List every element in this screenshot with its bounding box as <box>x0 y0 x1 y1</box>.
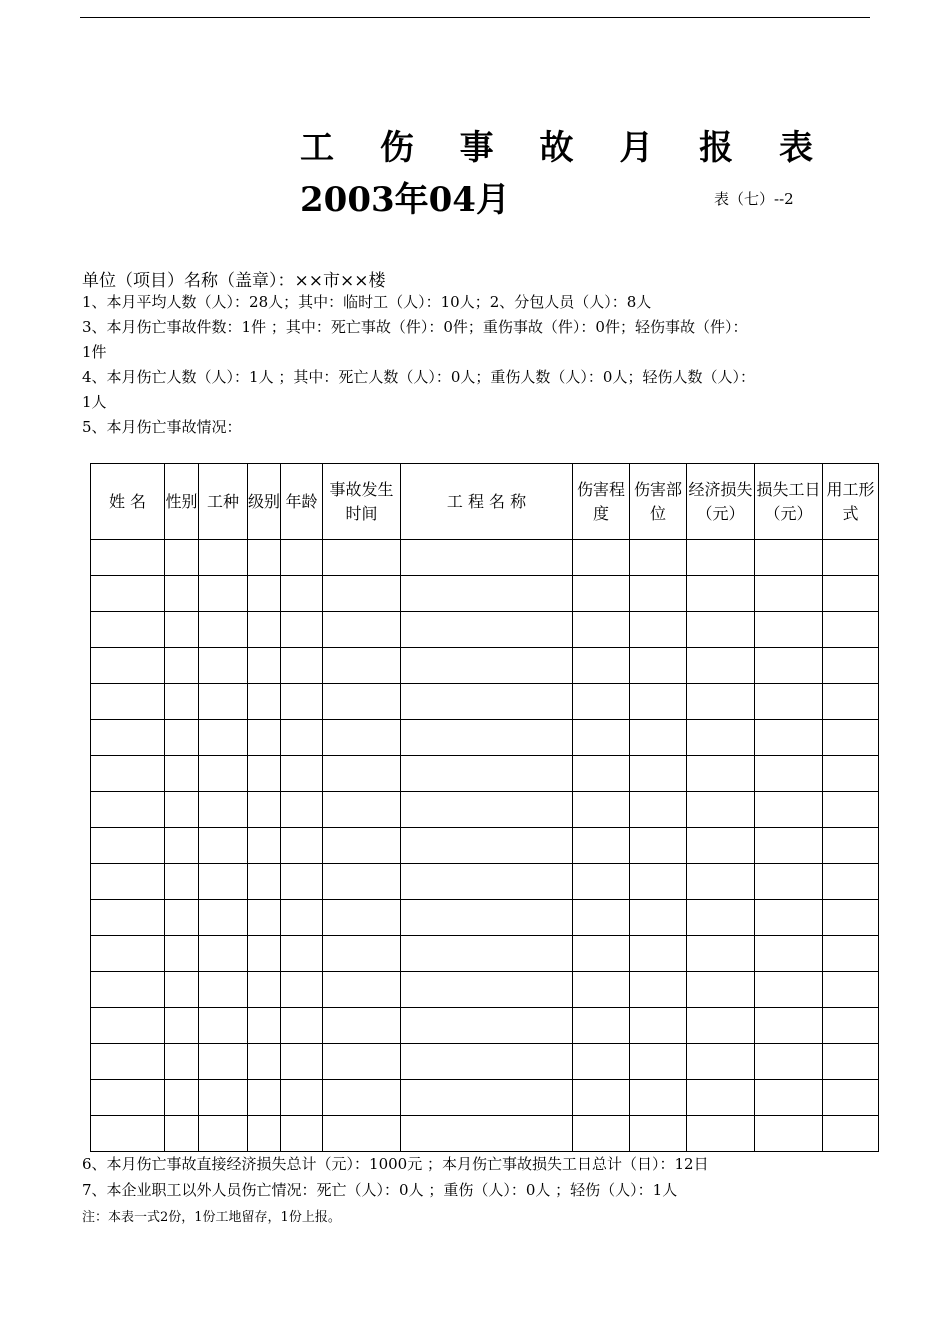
table-cell <box>401 1116 573 1152</box>
table-cell <box>165 900 199 936</box>
table-cell <box>687 792 755 828</box>
table-cell <box>323 972 401 1008</box>
table-cell <box>687 900 755 936</box>
table-cell <box>630 540 687 576</box>
table-cell <box>823 1080 879 1116</box>
table-cell <box>248 972 281 1008</box>
header-injury-severity: 伤害程度 <box>573 464 630 540</box>
table-cell <box>248 756 281 792</box>
table-cell <box>281 648 323 684</box>
table-cell <box>91 972 165 1008</box>
table-cell <box>630 1080 687 1116</box>
table-cell <box>630 936 687 972</box>
table-cell <box>199 1080 248 1116</box>
table-cell <box>573 1008 630 1044</box>
table-cell <box>573 1116 630 1152</box>
table-cell <box>687 864 755 900</box>
table-cell <box>630 576 687 612</box>
table-cell <box>91 756 165 792</box>
header-injury-location: 伤害部位 <box>630 464 687 540</box>
table-cell <box>165 1008 199 1044</box>
table-cell <box>281 792 323 828</box>
table-cell <box>687 576 755 612</box>
header-name: 姓 名 <box>91 464 165 540</box>
table-cell <box>91 648 165 684</box>
table-cell <box>323 540 401 576</box>
table-cell <box>823 900 879 936</box>
table-cell <box>91 936 165 972</box>
table-cell <box>401 828 573 864</box>
info-line-accident-details: 5、本月伤亡事故情况： <box>82 418 242 436</box>
table-cell <box>323 792 401 828</box>
table-cell <box>323 720 401 756</box>
table-cell <box>281 540 323 576</box>
table-cell <box>823 792 879 828</box>
table-cell <box>323 1044 401 1080</box>
table-cell <box>165 576 199 612</box>
table-cell <box>687 648 755 684</box>
table-row <box>91 1044 879 1080</box>
table-cell <box>401 612 573 648</box>
table-cell <box>755 1080 823 1116</box>
table-cell <box>630 900 687 936</box>
table-cell <box>248 684 281 720</box>
table-cell <box>199 828 248 864</box>
table-cell <box>401 900 573 936</box>
table-cell <box>91 900 165 936</box>
top-rule <box>80 17 870 18</box>
table-cell <box>823 612 879 648</box>
table-cell <box>630 720 687 756</box>
table-cell <box>755 540 823 576</box>
table-cell <box>401 792 573 828</box>
table-cell <box>165 756 199 792</box>
table-cell <box>248 612 281 648</box>
table-cell <box>401 972 573 1008</box>
table-cell <box>199 864 248 900</box>
table-cell <box>823 864 879 900</box>
table-cell <box>281 1008 323 1044</box>
table-cell <box>248 1080 281 1116</box>
table-cell <box>823 1116 879 1152</box>
table-cell <box>248 1044 281 1080</box>
table-cell <box>630 1116 687 1152</box>
table-cell <box>401 864 573 900</box>
table-cell <box>281 756 323 792</box>
header-job-type: 工种 <box>199 464 248 540</box>
table-cell <box>687 828 755 864</box>
report-period: 2003年04月 <box>300 180 510 220</box>
table-cell <box>630 684 687 720</box>
table-cell <box>281 1116 323 1152</box>
table-cell <box>630 864 687 900</box>
table-cell <box>687 540 755 576</box>
table-row <box>91 540 879 576</box>
table-row <box>91 792 879 828</box>
table-cell <box>630 648 687 684</box>
table-cell <box>755 828 823 864</box>
table-cell <box>687 720 755 756</box>
table-cell <box>630 1008 687 1044</box>
table-cell <box>687 684 755 720</box>
table-cell <box>823 1044 879 1080</box>
table-cell <box>91 1044 165 1080</box>
table-cell <box>165 864 199 900</box>
table-cell <box>755 936 823 972</box>
header-project-name: 工 程 名 称 <box>401 464 573 540</box>
info-line-accident-count-cont: 1件 <box>82 343 107 361</box>
table-cell <box>323 828 401 864</box>
table-cell <box>248 1116 281 1152</box>
table-cell <box>687 972 755 1008</box>
table-cell <box>573 1044 630 1080</box>
table-cell <box>573 900 630 936</box>
table-cell <box>823 972 879 1008</box>
table-cell <box>401 1080 573 1116</box>
table-cell <box>199 576 248 612</box>
table-cell <box>199 612 248 648</box>
table-cell <box>823 828 879 864</box>
table-cell <box>281 900 323 936</box>
header-employment-type: 用工形式 <box>823 464 879 540</box>
table-cell <box>323 936 401 972</box>
table-cell <box>248 540 281 576</box>
header-economic-loss: 经济损失（元） <box>687 464 755 540</box>
table-cell <box>323 756 401 792</box>
table-cell <box>323 648 401 684</box>
table-row <box>91 1116 879 1152</box>
header-gender: 性别 <box>165 464 199 540</box>
table-cell <box>199 1116 248 1152</box>
table-cell <box>630 972 687 1008</box>
table-cell <box>323 1080 401 1116</box>
table-row <box>91 972 879 1008</box>
header-lost-workdays: 损失工日（元） <box>755 464 823 540</box>
table-cell <box>687 1080 755 1116</box>
table-header-row <box>91 464 879 540</box>
table-cell <box>199 684 248 720</box>
info-line-accident-count: 3、本月伤亡事故件数：1件 ；其中：死亡事故（件）：0件；重伤事故（件）：0件；轻伤事故（件）： <box>82 318 748 336</box>
table-cell <box>248 864 281 900</box>
table-cell <box>401 1044 573 1080</box>
table-cell <box>199 936 248 972</box>
table-cell <box>823 1008 879 1044</box>
header-accident-time: 事故发生时间 <box>323 464 401 540</box>
table-cell <box>755 1116 823 1152</box>
table-cell <box>323 1008 401 1044</box>
table-cell <box>755 648 823 684</box>
table-cell <box>755 1044 823 1080</box>
table-cell <box>573 828 630 864</box>
table-cell <box>687 612 755 648</box>
unit-name-line: 单位（项目）名称（盖章）：××市××楼 <box>82 271 386 291</box>
table-row <box>91 828 879 864</box>
footer-note: 注：本表一式2份，1份工地留存，1份上报。 <box>82 1210 341 1225</box>
table-cell <box>630 828 687 864</box>
table-cell <box>755 684 823 720</box>
table-cell <box>823 936 879 972</box>
table-cell <box>199 792 248 828</box>
table-row <box>91 612 879 648</box>
table-cell <box>630 756 687 792</box>
table-row <box>91 720 879 756</box>
footer-line-losses: 6、本月伤亡事故直接经济损失总计（元）：1000元 ；本月伤亡事故损失工日总计（日）：12日 <box>82 1155 709 1173</box>
table-cell <box>573 612 630 648</box>
table-cell <box>281 1044 323 1080</box>
table-cell <box>401 576 573 612</box>
table-cell <box>91 1008 165 1044</box>
report-title: 工 伤 事 故 月 报 表 <box>300 128 831 168</box>
table-cell <box>165 972 199 1008</box>
table-cell <box>248 936 281 972</box>
table-cell <box>199 720 248 756</box>
table-cell <box>401 684 573 720</box>
table-cell <box>281 936 323 972</box>
table-cell <box>281 828 323 864</box>
table-cell <box>755 900 823 936</box>
table-cell <box>573 720 630 756</box>
table-cell <box>573 648 630 684</box>
table-cell <box>573 972 630 1008</box>
table-cell <box>573 576 630 612</box>
table-cell <box>755 792 823 828</box>
table-cell <box>573 864 630 900</box>
table-cell <box>199 540 248 576</box>
table-cell <box>687 1116 755 1152</box>
table-cell <box>281 972 323 1008</box>
table-cell <box>165 792 199 828</box>
table-cell <box>91 864 165 900</box>
table-cell <box>165 1116 199 1152</box>
info-line-casualty-count-cont: 1人 <box>82 393 107 411</box>
table-cell <box>165 936 199 972</box>
table-cell <box>823 576 879 612</box>
table-cell <box>199 972 248 1008</box>
table-cell <box>281 684 323 720</box>
table-cell <box>323 684 401 720</box>
table-cell <box>248 828 281 864</box>
table-cell <box>199 756 248 792</box>
table-cell <box>165 648 199 684</box>
table-row <box>91 648 879 684</box>
table-cell <box>687 1008 755 1044</box>
table-cell <box>281 864 323 900</box>
table-cell <box>573 540 630 576</box>
table-row <box>91 684 879 720</box>
table-cell <box>165 828 199 864</box>
table-cell <box>323 612 401 648</box>
table-cell <box>823 756 879 792</box>
table-cell <box>165 720 199 756</box>
table-cell <box>630 792 687 828</box>
table-cell <box>401 720 573 756</box>
form-number: 表（七）--2 <box>714 190 794 208</box>
table-cell <box>755 576 823 612</box>
table-row <box>91 936 879 972</box>
table-cell <box>91 576 165 612</box>
table-cell <box>823 720 879 756</box>
table-cell <box>755 612 823 648</box>
table-cell <box>199 648 248 684</box>
footer-line-external-casualties: 7、本企业职工以外人员伤亡情况：死亡（人）：0人 ；重伤（人）：0人 ；轻伤（人）：1人 <box>82 1181 678 1199</box>
table-cell <box>248 576 281 612</box>
table-cell <box>823 540 879 576</box>
table-cell <box>91 1080 165 1116</box>
table-cell <box>165 1080 199 1116</box>
table-cell <box>401 936 573 972</box>
table-cell <box>281 576 323 612</box>
table-cell <box>401 540 573 576</box>
table-cell <box>248 1008 281 1044</box>
table-row <box>91 1008 879 1044</box>
table-cell <box>401 648 573 684</box>
table-cell <box>755 720 823 756</box>
table-cell <box>630 612 687 648</box>
table-cell <box>755 864 823 900</box>
table-cell <box>165 540 199 576</box>
table-cell <box>165 684 199 720</box>
table-cell <box>91 720 165 756</box>
table-cell <box>573 756 630 792</box>
table-cell <box>401 1008 573 1044</box>
table-cell <box>199 1008 248 1044</box>
table-cell <box>281 1080 323 1116</box>
header-age: 年龄 <box>281 464 323 540</box>
table-cell <box>91 612 165 648</box>
table-row <box>91 756 879 792</box>
table-cell <box>281 612 323 648</box>
table-cell <box>248 648 281 684</box>
table-cell <box>323 1116 401 1152</box>
table-cell <box>401 756 573 792</box>
table-cell <box>199 1044 248 1080</box>
table-cell <box>687 936 755 972</box>
table-cell <box>323 900 401 936</box>
table-cell <box>91 684 165 720</box>
table-cell <box>573 792 630 828</box>
table-row <box>91 1080 879 1116</box>
table-cell <box>199 900 248 936</box>
table-row <box>91 900 879 936</box>
table-cell <box>630 1044 687 1080</box>
info-line-casualty-count: 4、本月伤亡人数（人）：1人 ；其中：死亡人数（人）：0人；重伤人数（人）：0人；轻伤人数（人）： <box>82 368 755 386</box>
table-cell <box>755 1008 823 1044</box>
table-row <box>91 576 879 612</box>
table-cell <box>573 684 630 720</box>
table-cell <box>91 828 165 864</box>
table-cell <box>248 720 281 756</box>
table-cell <box>687 1044 755 1080</box>
table-cell <box>323 576 401 612</box>
table-cell <box>165 1044 199 1080</box>
table-cell <box>755 756 823 792</box>
header-grade: 级别 <box>248 464 281 540</box>
accident-table <box>90 463 879 1152</box>
table-cell <box>573 1080 630 1116</box>
table-cell <box>823 648 879 684</box>
table-cell <box>573 936 630 972</box>
table-row <box>91 864 879 900</box>
table-cell <box>687 756 755 792</box>
table-cell <box>248 900 281 936</box>
table-cell <box>823 684 879 720</box>
table-cell <box>281 720 323 756</box>
table-cell <box>755 972 823 1008</box>
table-cell <box>91 792 165 828</box>
table-cell <box>91 1116 165 1152</box>
table-cell <box>323 864 401 900</box>
table-cell <box>165 612 199 648</box>
table-cell <box>248 792 281 828</box>
info-line-headcount: 1、本月平均人数（人）：28人；其中：临时工（人）：10人；2、分包人员（人）：8人 <box>82 293 652 311</box>
table-cell <box>91 540 165 576</box>
